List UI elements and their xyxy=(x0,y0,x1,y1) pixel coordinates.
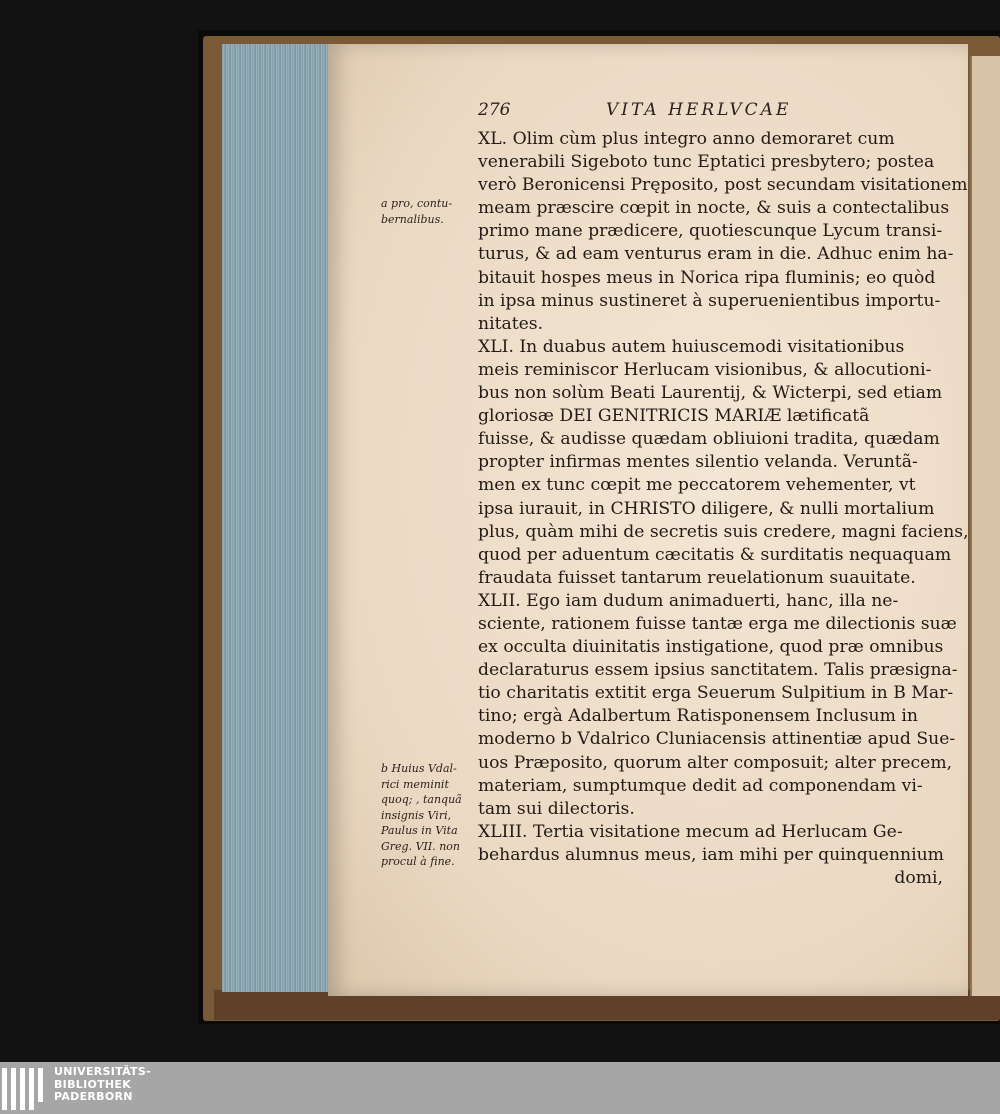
text-line: tam sui dilectoris. xyxy=(478,798,635,819)
logo-line: PADERBORN xyxy=(54,1090,133,1103)
page-number: 276 xyxy=(478,100,511,120)
text-line: primo mane prædicere, quotiescunque Lycum transi- xyxy=(478,221,943,242)
text-line: ipsa iurauit, in CHRISTO diligere, & nulli mortalium xyxy=(478,498,935,519)
right-page-edge xyxy=(970,56,1000,996)
text-line: turus, & ad eam venturus eram in die. Adhuc enim ha- xyxy=(478,244,954,265)
text-line: in ipsa minus sustineret à superuenientibus importu- xyxy=(478,290,941,311)
text-line: meis reminiscor Herlucam visionibus, & allocutioni- xyxy=(478,359,932,380)
text-line: XL. Olim cùm plus integro anno demoraret cum xyxy=(478,129,895,149)
margin-note-line: Paulus in Vita xyxy=(381,824,458,837)
text-line: quod per aduentum cæcitatis & surditatis nequaquam xyxy=(478,544,952,565)
margin-note-line: procul à fine. xyxy=(381,855,455,868)
text-line: ex occulta diuinitatis instigatione, quod præ omnibus xyxy=(478,637,944,658)
margin-note-line: a pro, contu- xyxy=(381,197,453,210)
text-line: fuisse, & audisse quædam obliuioni tradita, quædam xyxy=(478,429,940,450)
text-line: uos Præposito, quorum alter composuit; alter precem, xyxy=(478,752,953,773)
text-line: behardus alumnus meus, iam mihi per quinquennium xyxy=(478,844,944,865)
text-line: declaraturus essem ipsius sanctitatem. Talis præsigna- xyxy=(478,660,958,681)
catchword: domi, xyxy=(894,868,943,888)
text-line: tio charitatis extitit erga Seuerum Sulpitium in B Mar- xyxy=(478,683,954,704)
margin-note-line: quoq; , tanquã xyxy=(381,793,462,806)
text-line: propter infirmas mentes silentio velanda. Veruntã- xyxy=(478,452,918,473)
text-line: nitates. xyxy=(478,313,544,334)
page-edges-stack xyxy=(222,44,332,992)
text-line: moderno b Vdalrico Cluniacensis attinentiæ apud Sue- xyxy=(478,729,956,750)
text-line: plus, quàm mihi de secretis suis credere, magni faciens, xyxy=(478,521,969,542)
library-logo-text xyxy=(54,1066,151,1104)
text-line: XLII. Ego iam dudum animaduerti, hanc, illa ne- xyxy=(478,590,899,611)
logo-line: UNIVERSITÄTS- xyxy=(54,1065,151,1078)
margin-note-a xyxy=(381,196,473,227)
library-footer-band xyxy=(0,1062,1000,1114)
text-line: materiam, sumptumque dedit ad componendam vi- xyxy=(478,775,923,796)
text-line: gloriosæ DEI GENITRICIS MARIÆ lætificatã xyxy=(478,406,870,427)
text-line: XLIII. Tertia visitatione mecum ad Herlucam Ge- xyxy=(478,821,903,842)
running-head: VITA HERLVCAE xyxy=(606,100,792,120)
text-line: XLI. In duabus autem huiuscemodi visitationibus xyxy=(478,336,905,357)
text-line: fraudata fuisset tantarum reuelationum suauitate. xyxy=(478,567,916,588)
margin-note-line: bernalibus. xyxy=(381,212,444,226)
body-text xyxy=(478,128,969,890)
margin-note-line: Greg. VII. non xyxy=(381,839,461,853)
margin-note-line: rici meminit xyxy=(381,777,449,791)
page-header xyxy=(478,100,948,130)
margin-note-b xyxy=(381,761,473,870)
text-line: verò Beronicensi Pręposito, post secundam visitationem xyxy=(478,175,968,196)
library-logo-icon xyxy=(2,1068,48,1110)
text-line: sciente, rationem fuisse tantæ erga me dilectionis suæ xyxy=(478,613,957,634)
text-line: tino; ergà Adalbertum Ratisponensem Inclusum in xyxy=(478,706,918,727)
text-line: bus non solùm Beati Laurentij, & Wicterpi, sed etiam xyxy=(478,383,943,404)
text-line: meam præscire cœpit in nocte, & suis a contectalibus xyxy=(478,198,950,219)
text-line: bitauit hospes meus in Norica ripa fluminis; eo quòd xyxy=(478,267,936,288)
margin-note-line: b Huius Vdal- xyxy=(381,762,457,775)
text-line: venerabili Sigeboto tunc Eptatici presbytero; postea xyxy=(478,152,935,173)
margin-note-line: insignis Viri, xyxy=(381,808,452,822)
logo-line: BIBLIOTHEK xyxy=(54,1077,132,1091)
text-line: men ex tunc cœpit me peccatorem vehementer, vt xyxy=(478,475,916,496)
